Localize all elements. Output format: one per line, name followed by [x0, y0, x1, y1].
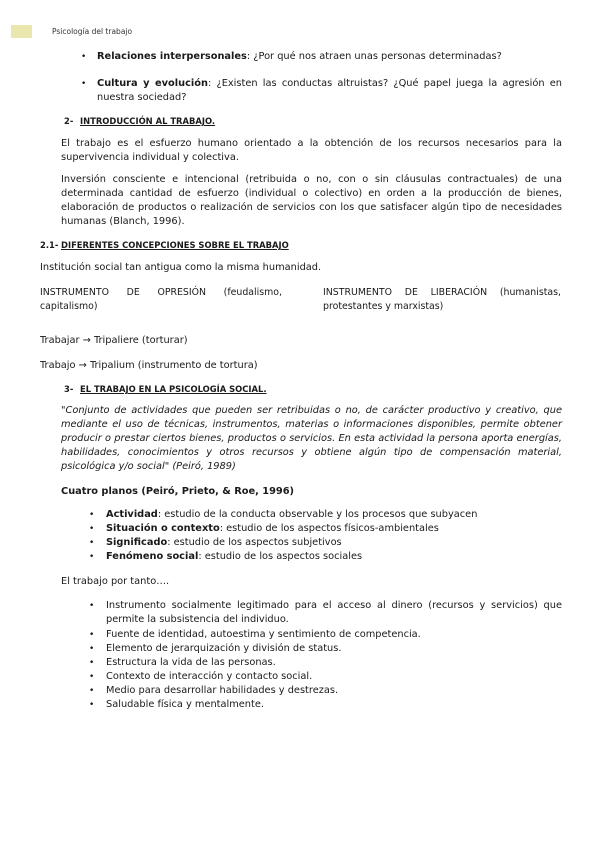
quote: "Conjunto de actividades que pueden ser retribuidas o no, de carácter productivo y creativo, que mediante el uso de técnicas, instrumentos, materias o informaciones disponibles, permite obtener producir o prestar ciertos bienes, productos o servicios. En esta actividad la persona aporta energías, habilidades, conocimientos y otros recursos y obtiene algún tipo de compensación material, psicológica y/o social" (Peiró, 1989) — [61, 405, 562, 472]
column-right: INSTRUMENTO DE LIBERACIÓN (humanistas, protestantes y marxistas) — [323, 287, 561, 312]
bullet-icon: • — [89, 658, 95, 668]
list-item: Significado: estudio de los aspectos subjetivos — [106, 537, 342, 548]
bullet-icon: • — [81, 52, 87, 62]
bullet-icon: • — [89, 672, 95, 682]
section-number: 2.1- — [40, 240, 59, 250]
list-item: Situación o contexto: estudio de los aspectos físicos-ambientales — [106, 523, 439, 534]
list-item: Saludable física y mentalmente. — [106, 699, 264, 710]
list-item: Actividad: estudio de la conducta observable y los procesos que subyacen — [106, 509, 478, 520]
section-number: 3- — [64, 384, 74, 394]
column-left: INSTRUMENTO DE OPRESIÓN (feudalismo, capitalismo) — [40, 287, 282, 312]
etymology-line: Trabajo → Tripalium (instrumento de tortura) — [40, 360, 258, 371]
bullet-icon: • — [81, 79, 87, 89]
list-item: Elemento de jerarquización y división de status. — [106, 643, 342, 654]
list-item: Fuente de identidad, autoestima y sentimiento de competencia. — [106, 629, 421, 640]
list-item: Cultura y evolución: ¿Existen las conductas altruistas? ¿Qué papel juega la agresión en nuestra sociedad? — [97, 78, 562, 103]
list-item: Contexto de interacción y contacto social. — [106, 671, 313, 682]
bullet-icon: • — [89, 510, 95, 520]
paragraph: Institución social tan antigua como la misma humanidad. — [40, 262, 322, 273]
list-item: Instrumento socialmente legitimado para el acceso al dinero (recursos y servicios) que permite la subsistencia del individuo. — [106, 600, 562, 625]
bullet-icon: • — [89, 630, 95, 640]
paragraph: El trabajo es el esfuerzo humano orientado a la obtención de los recursos necesarios para la supervivencia individual y colectiva. — [61, 138, 562, 163]
header-highlight — [11, 25, 32, 38]
section-heading: EL TRABAJO EN LA PSICOLOGÍA SOCIAL. — [80, 384, 267, 394]
paragraph: Inversión consciente e intencional (retribuida o no, con o sin cláusulas contractuales) de una determinada cantidad de esfuerzo (individual o colectivo) en orden a la producción de bienes, elaboración de productos o realización de servicios con los que satisfacer algún tipo de necesidades humanas (Blanch, 1996). — [61, 174, 562, 227]
section-number: 2- — [64, 116, 74, 126]
list-item: Estructura la vida de las personas. — [106, 657, 276, 668]
bullet-icon: • — [89, 700, 95, 710]
section-heading: DIFERENTES CONCEPCIONES SOBRE EL TRABAJO — [61, 240, 289, 250]
bullet-icon: • — [89, 538, 95, 548]
list-item: Fenómeno social: estudio de los aspectos sociales — [106, 551, 363, 562]
list-item: Relaciones interpersonales: ¿Por qué nos atraen unas personas determinadas? — [97, 51, 502, 62]
etymology-line: Trabajar → Tripaliere (torturar) — [40, 335, 188, 346]
subheading: Cuatro planos (Peiró, Prieto, & Roe, 1996) — [61, 486, 295, 497]
section-heading: INTRODUCCIÓN AL TRABAJO. — [80, 116, 216, 126]
bullet-icon: • — [89, 644, 95, 654]
list-item: Medio para desarrollar habilidades y destrezas. — [106, 685, 339, 696]
bullet-icon: • — [89, 552, 95, 562]
paragraph: El trabajo por tanto…. — [61, 576, 170, 587]
bullet-icon: • — [89, 601, 95, 611]
bullet-icon: • — [89, 524, 95, 534]
bullet-icon: • — [89, 686, 95, 696]
page-header-title: Psicología del trabajo — [52, 27, 133, 36]
